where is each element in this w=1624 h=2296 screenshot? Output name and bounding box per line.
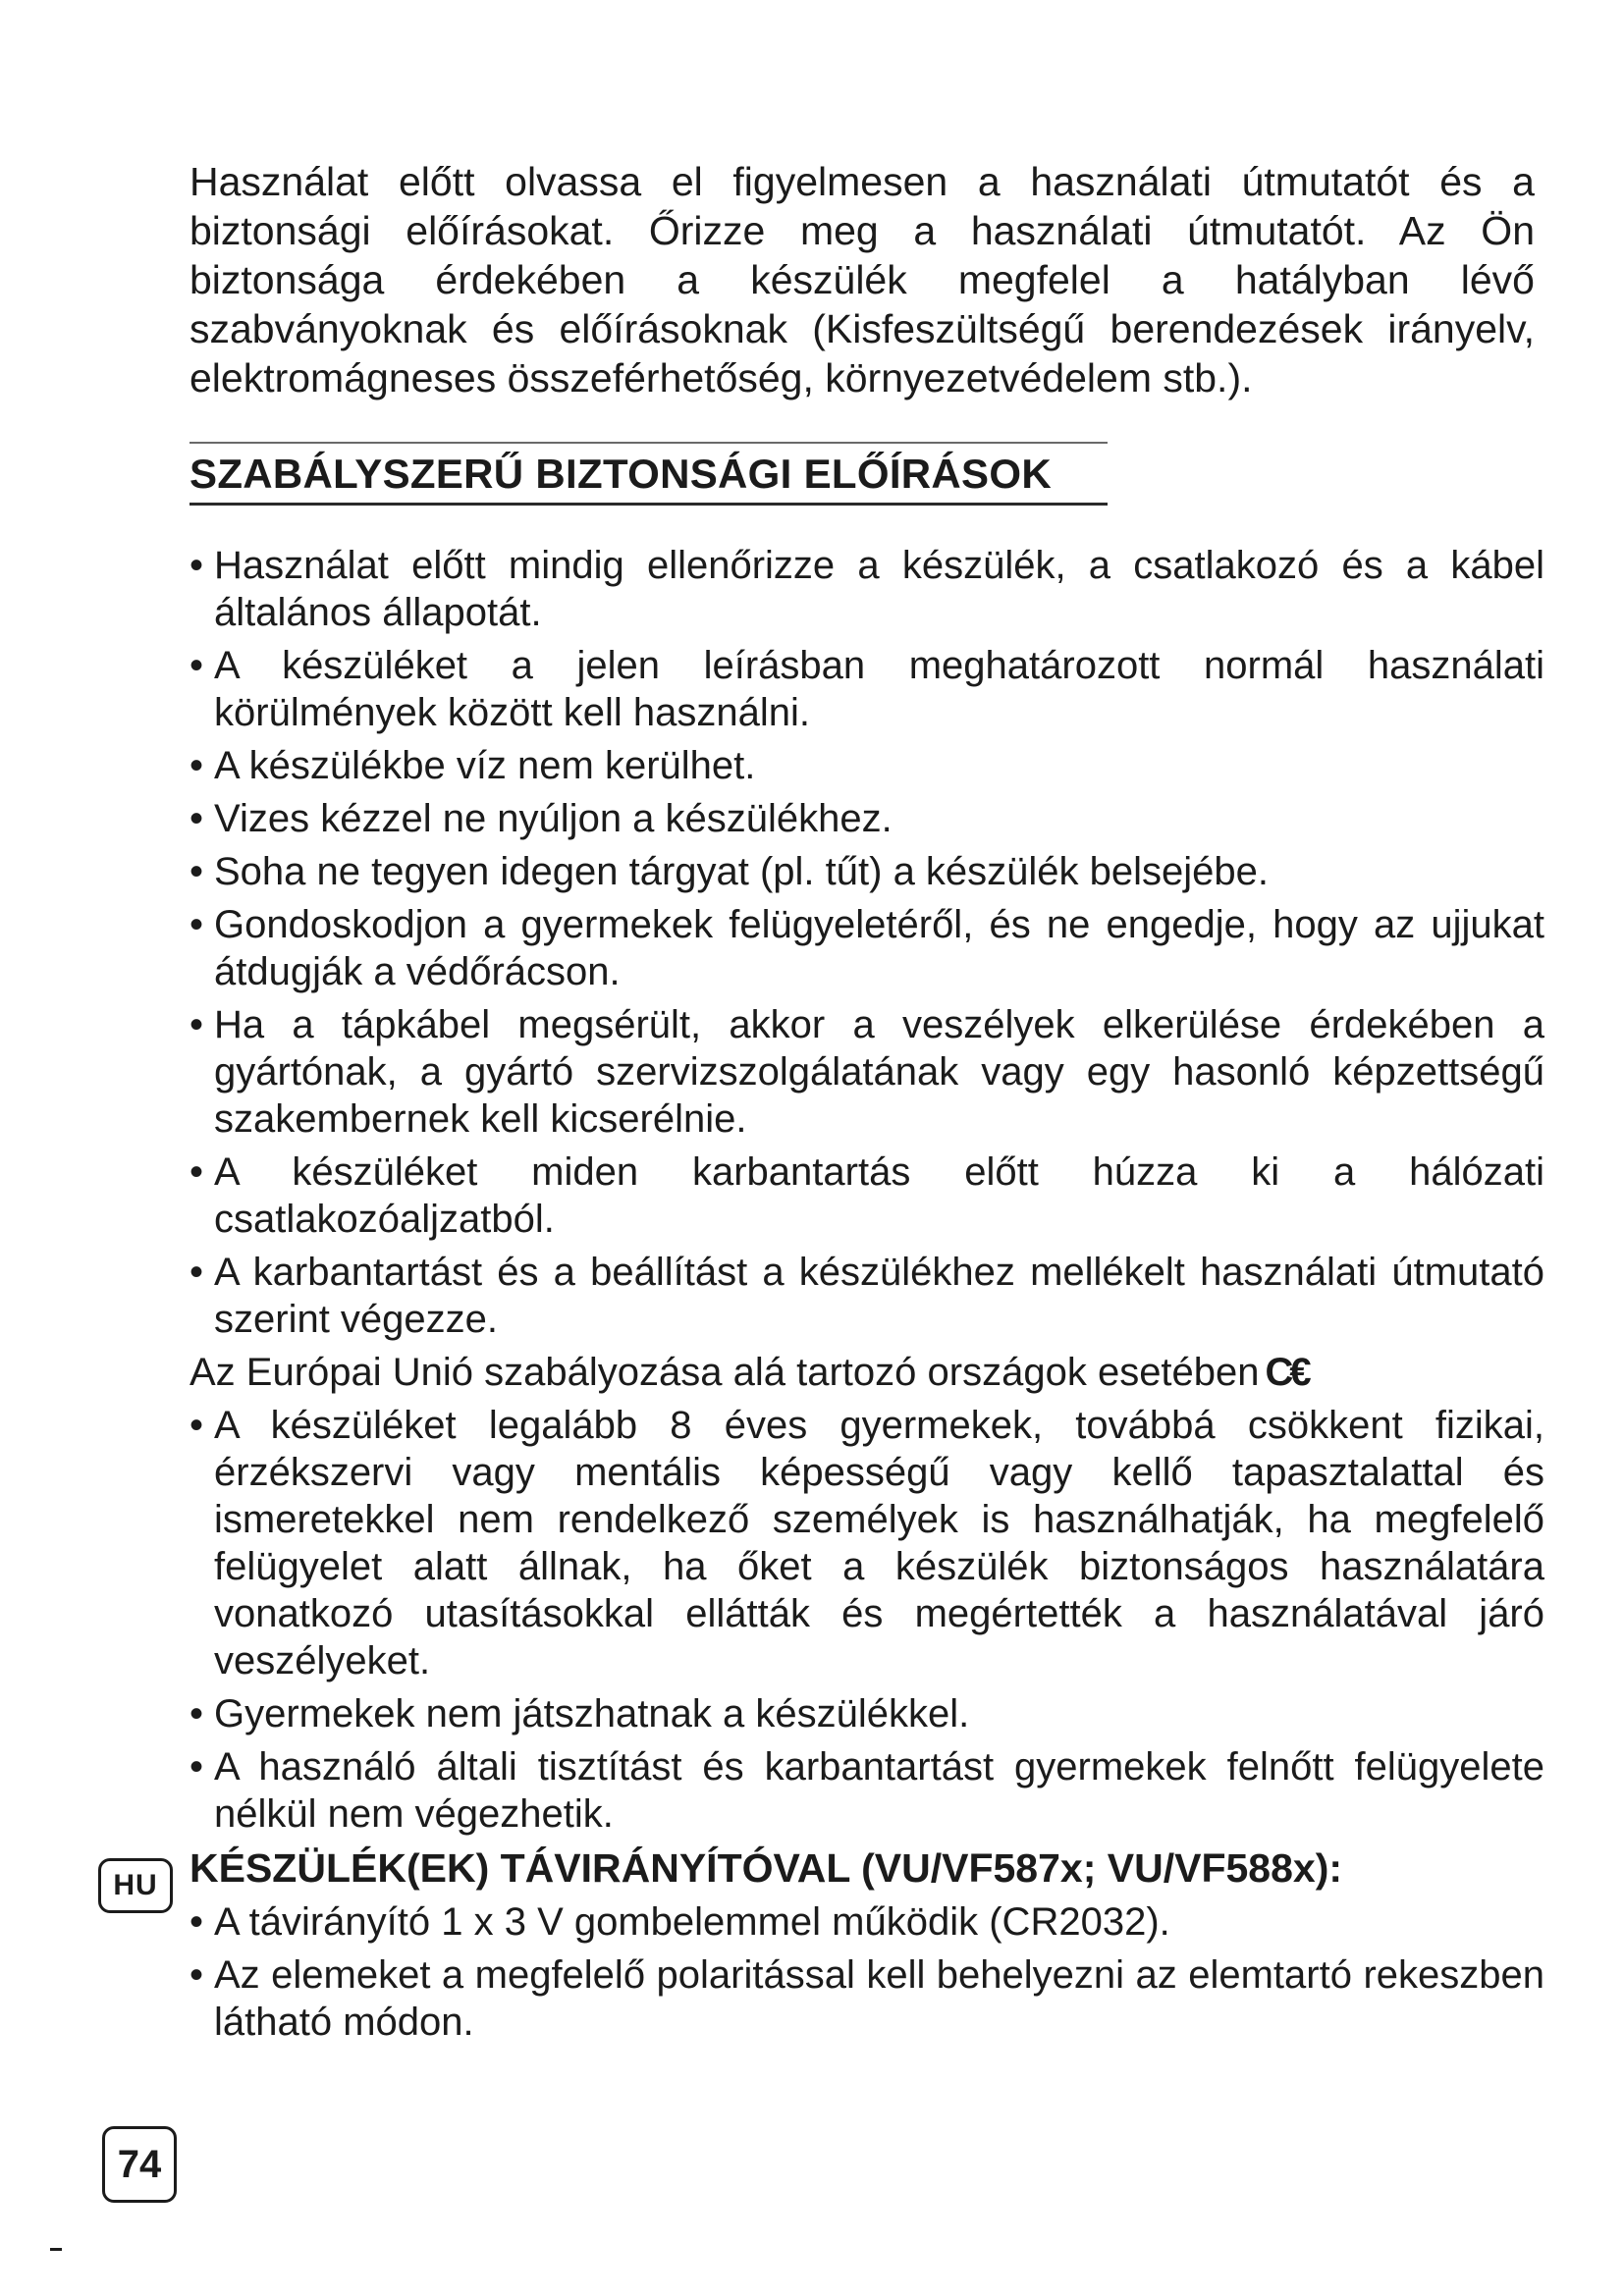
bullet-icon: • — [189, 644, 204, 687]
list-item-text: Soha ne tegyen idegen tárgyat (pl. tűt) a készülék belsejébe. — [214, 850, 1270, 893]
list-item-text: A készüléket miden karbantartás előtt húzza ki a hálózati csatlakozóaljzatból. — [214, 1150, 1544, 1241]
safety-list — [189, 542, 1544, 2052]
list-item — [189, 1001, 1544, 1143]
list-item — [189, 1951, 1544, 2046]
bullet-icon: • — [189, 744, 204, 787]
eu-note-text: Az Európai Unió szabályozása alá tartozó országok esetében — [189, 1351, 1260, 1394]
intro-paragraph: Használat előtt olvassa el figyelmesen a használati útmutatót és a biztonsági előírásokat. Őrizze meg a használati útmutatót. Az Ön biztonsága érdekében a készülék megfelel a hatályban lévő szabványoknak és előírásoknak (Kisfeszültségű berendezések irányelv, elektromágneses összeférhetőség, környezetvédelem stb.). — [189, 159, 1535, 400]
list-item — [189, 795, 1544, 842]
bullet-icon: • — [189, 903, 204, 946]
list-item-text: A készüléket legalább 8 éves gyermekek, továbbá csökkent fizikai, érzékszervi vagy mentális képességű vagy kellő tapasztalattal és ismeretekkel nem rendelkező személyek is használhatják, ha megfelelő felügyelet alatt állnak, ha őket a készülék biztonságos használatára vonatkozó utasításokkal ellátták és megértették a használatával járó veszélyeket. — [214, 1404, 1544, 1682]
list-item — [189, 542, 1544, 636]
list-item-text: Gondoskodjon a gyermekek felügyeletéről, és ne engedje, hogy az ujjukat átdugják a védőrácson. — [214, 903, 1544, 993]
list-item-text: Az elemeket a megfelelő polaritással kell behelyezni az elemtartó rekeszben látható módon. — [214, 1953, 1544, 2044]
section-title-box — [189, 442, 1108, 506]
list-item-text: Használat előtt mindig ellenőrizze a készülék, a csatlakozó és a kábel általános állapotát. — [214, 544, 1544, 634]
list-item-text: Gyermekek nem játszhatnak a készülékkel. — [214, 1692, 970, 1735]
bullet-icon: • — [189, 1150, 204, 1194]
list-item — [189, 1898, 1544, 1946]
bullet-icon: • — [189, 850, 204, 893]
list-item — [189, 1743, 1544, 1838]
bullet-icon: • — [189, 1404, 204, 1447]
page-number: 74 — [102, 2126, 177, 2203]
bullet-icon: • — [189, 1692, 204, 1735]
list-item-text: A használó általi tisztítást és karbantartást gyermekek felnőtt felügyelete nélkül nem végezhetik. — [214, 1745, 1544, 1836]
bullet-icon: • — [189, 1003, 204, 1046]
list-item — [189, 1690, 1544, 1737]
list-item — [189, 901, 1544, 995]
crop-mark — [50, 2248, 62, 2251]
list-item-text: A karbantartást és a beállítást a készülékhez mellékelt használati útmutató szerint végezze. — [214, 1251, 1544, 1341]
section-title: SZABÁLYSZERŰ BIZTONSÁGI ELŐÍRÁSOK — [189, 451, 1052, 497]
bullet-icon: • — [189, 1900, 204, 1944]
bullet-icon: • — [189, 1953, 204, 1997]
list-item-text: A távirányító 1 x 3 V gombelemmel működik (CR2032). — [214, 1900, 1170, 1944]
bullet-icon: • — [189, 1745, 204, 1789]
list-item — [189, 1249, 1544, 1343]
remote-section-title: KÉSZÜLÉK(EK) TÁVIRÁNYÍTÓVAL (VU/VF587x; VU/VF588x): — [189, 1845, 1343, 1891]
eu-note — [189, 1349, 1544, 1396]
list-item — [189, 848, 1544, 895]
list-item-text: A készülékbe víz nem kerülhet. — [214, 744, 756, 787]
bullet-icon: • — [189, 1251, 204, 1294]
list-item — [189, 642, 1544, 736]
bullet-icon: • — [189, 797, 204, 840]
list-item-text: Vizes kézzel ne nyúljon a készülékhez. — [214, 797, 893, 840]
bullet-icon: • — [189, 544, 204, 587]
list-item — [189, 742, 1544, 789]
list-item-text: Ha a tápkábel megsérült, akkor a veszélyek elkerülése érdekében a gyártónak, a gyártó szervizszolgálatának vagy egy hasonló képzettségű szakembernek kell kicserélnie. — [214, 1003, 1544, 1141]
list-item — [189, 1402, 1544, 1684]
list-item-text: A készüléket a jelen leírásban meghatározott normál használati körülmények között kell használni. — [214, 644, 1544, 734]
language-badge: HU — [98, 1858, 173, 1913]
list-item — [189, 1148, 1544, 1243]
ce-mark-icon: C€ — [1265, 1351, 1308, 1394]
